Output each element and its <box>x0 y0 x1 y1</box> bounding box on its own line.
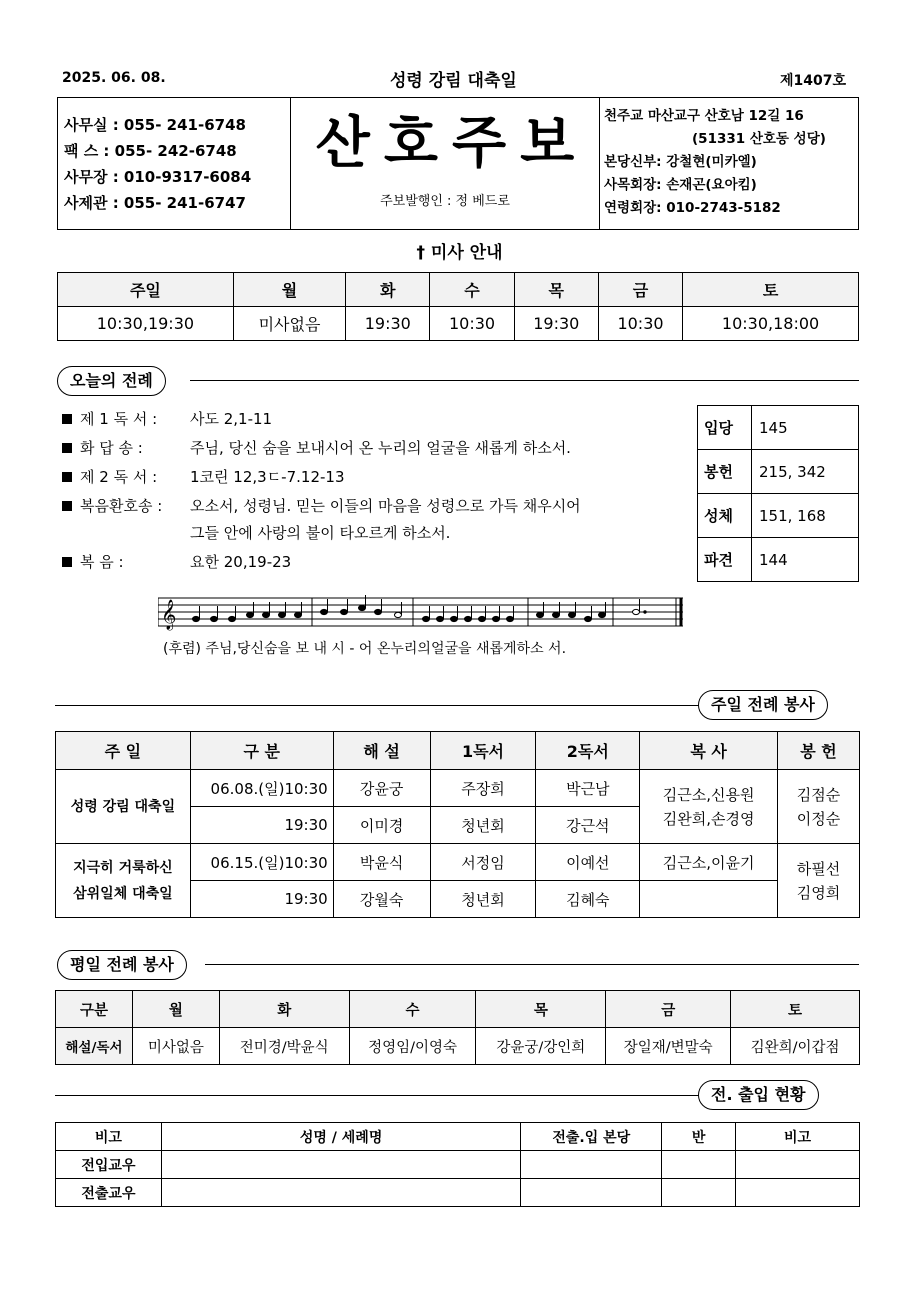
time-cell: 10:30,18:00 <box>683 307 859 341</box>
council-president: 사목회장: 손재곤(요아킴) <box>604 177 757 193</box>
day-cell: 수 <box>430 273 514 307</box>
reading-row <box>62 492 682 521</box>
commentator: 이미경 <box>333 807 430 844</box>
memorial-president: 연령회장: 010-2743-5182 <box>604 200 781 216</box>
empty-cell <box>736 1151 860 1179</box>
reading-text: 오소서, 성령님. 믿는 이들의 마음을 성령으로 가득 채우시어 <box>190 497 581 515</box>
bulletin-title: 산호주보 <box>315 110 589 176</box>
table-row <box>56 770 860 807</box>
header-cell: 1독서 <box>430 732 536 770</box>
reading-label: 화 답 송 : <box>80 439 143 457</box>
servers-line: 김근소,신용원 <box>662 785 755 804</box>
header-cell: 구 분 <box>190 732 333 770</box>
bulletin-date: 2025. 06. 08. <box>62 70 166 86</box>
header-cell: 비고 <box>736 1123 860 1151</box>
day-cell: 화 <box>346 273 430 307</box>
table-row <box>56 1028 860 1065</box>
table-row <box>56 844 860 881</box>
header-cell: 월 <box>132 991 219 1028</box>
transfer-section-title: 전. 출입 현황 <box>698 1080 819 1110</box>
first-reader: 청년회 <box>430 881 536 918</box>
hymn-row <box>698 406 859 450</box>
header-cell: 화 <box>219 991 349 1028</box>
row-label: 전입교우 <box>56 1151 162 1179</box>
empty-cell <box>161 1151 521 1179</box>
readings-list <box>62 405 682 577</box>
reading-row <box>62 548 682 577</box>
day-cell: 금 <box>598 273 682 307</box>
header-cell: 구분 <box>56 991 133 1028</box>
reading-text: 사도 2,1-11 <box>190 410 273 428</box>
header-cell: 해 설 <box>333 732 430 770</box>
table-row <box>56 1151 860 1179</box>
time-cell: 10:30,19:30 <box>58 307 234 341</box>
altar-servers: 김근소,이윤기 <box>640 844 778 881</box>
second-reader: 김혜숙 <box>536 881 640 918</box>
header-cell: 주 일 <box>56 732 191 770</box>
servers-line: 김완희,손경영 <box>662 809 755 828</box>
masthead <box>291 98 600 229</box>
hymn-row <box>698 538 859 582</box>
empty-cell <box>521 1179 662 1207</box>
weekday-service-table <box>55 990 860 1065</box>
transfer-table <box>55 1122 860 1207</box>
section-divider <box>190 380 859 381</box>
reading-label: 복음환호송 : <box>80 497 163 515</box>
weekday-cell: 정영임/이영숙 <box>349 1028 476 1065</box>
service-time: 06.15.(일)10:30 <box>190 844 333 881</box>
weekday-cell: 전미경/박윤식 <box>219 1028 349 1065</box>
contact-rectory: 사제관 : 055- 241-6747 <box>64 194 246 212</box>
contact-office: 사무실 : 055- 241-6748 <box>64 116 246 134</box>
header-cell: 전출.입 본당 <box>521 1123 662 1151</box>
offering-bearers <box>778 770 860 844</box>
reading-text: 1코린 12,3ㄷ-7.12-13 <box>190 468 345 486</box>
offering-line: 하필선 <box>796 859 841 878</box>
day-cell: 주일 <box>58 273 234 307</box>
liturgy-section-title: 오늘의 전례 <box>57 366 166 396</box>
header-cell: 반 <box>662 1123 736 1151</box>
day-cell: 목 <box>514 273 598 307</box>
section-divider <box>55 1095 700 1096</box>
day-cell: 토 <box>683 273 859 307</box>
reading-row <box>62 405 682 434</box>
header-cell: 2독서 <box>536 732 640 770</box>
time-cell: 19:30 <box>346 307 430 341</box>
header-cell: 수 <box>349 991 476 1028</box>
weekday-cell: 김완희/이갑점 <box>731 1028 860 1065</box>
header-cell: 봉 헌 <box>778 732 860 770</box>
parish-postcode: (51331 산호동 성당) <box>692 131 826 147</box>
empty-cell <box>736 1179 860 1207</box>
reading-text: 그들 안에 사랑의 불이 타오르게 하소서. <box>190 524 451 542</box>
row-label: 전출교우 <box>56 1179 162 1207</box>
hymn-number: 144 <box>752 538 859 582</box>
occasion-pentecost: 성령 강림 대축일 <box>56 770 191 844</box>
section-divider <box>205 964 859 965</box>
commentator: 강윤궁 <box>333 770 430 807</box>
hymn-label: 입당 <box>698 406 752 450</box>
header-cell: 목 <box>476 991 606 1028</box>
sunday-service-section-title: 주일 전례 봉사 <box>698 690 828 720</box>
refrain-music-staff <box>158 590 688 636</box>
weekday-header-row <box>56 991 860 1028</box>
hymn-label: 성체 <box>698 494 752 538</box>
reading-text: 요한 20,19-23 <box>190 553 292 571</box>
contact-fax: 팩 스 : 055- 242-6748 <box>64 142 237 160</box>
reading-label: 제 1 독 서 : <box>80 410 158 428</box>
occasion-line: 지극히 거룩하신 <box>73 859 173 876</box>
sunday-service-table <box>55 731 860 918</box>
header-cell: 복 사 <box>640 732 778 770</box>
first-reader: 서정임 <box>430 844 536 881</box>
parish-info <box>600 98 858 229</box>
weekday-cell: 장일재/변말숙 <box>606 1028 731 1065</box>
reading-row <box>62 463 682 492</box>
offering-line: 김점순 <box>796 785 841 804</box>
occasion-line: 삼위일체 대축일 <box>73 885 173 902</box>
treble-clef-icon: 𝄞 <box>161 600 177 630</box>
header-cell: 비고 <box>56 1123 162 1151</box>
reading-row <box>62 434 682 463</box>
hymn-label: 봉헌 <box>698 450 752 494</box>
time-cell: 미사없음 <box>233 307 345 341</box>
empty-cell <box>161 1179 521 1207</box>
parish-address: 천주교 마산교구 산호남 12길 16 <box>604 108 804 124</box>
mass-days-row <box>58 273 859 307</box>
reading-text: 주님, 당신 숨을 보내시어 온 누리의 얼굴을 새롭게 하소서. <box>190 439 571 457</box>
service-header-row <box>56 732 860 770</box>
commentator: 강월숙 <box>333 881 430 918</box>
table-row <box>56 1179 860 1207</box>
row-label: 해설/독서 <box>56 1028 133 1065</box>
weekday-cell: 미사없음 <box>132 1028 219 1065</box>
empty-cell <box>662 1151 736 1179</box>
feast-title: 성령 강림 대축일 <box>390 71 517 91</box>
empty-cell <box>662 1179 736 1207</box>
offering-bearers <box>778 844 860 918</box>
transfer-header-row <box>56 1123 860 1151</box>
second-reader: 박근남 <box>536 770 640 807</box>
offering-line: 이정순 <box>796 809 841 828</box>
parish-priest: 본당신부: 강철현(미카엘) <box>604 154 757 170</box>
service-time: 06.08.(일)10:30 <box>190 770 333 807</box>
mass-section-title: † 미사 안내 <box>416 243 503 263</box>
time-cell: 10:30 <box>430 307 514 341</box>
offering-line: 김영희 <box>796 883 841 902</box>
hymn-table <box>697 405 859 582</box>
refrain-lyrics: (후렴) 주님,당신숨을 보 내 시 - 어 온누리의얼굴을 새롭게하소 서. <box>163 641 567 657</box>
altar-servers <box>640 770 778 844</box>
day-cell: 월 <box>233 273 345 307</box>
weekday-service-section-title: 평일 전례 봉사 <box>57 950 187 980</box>
hymn-number: 151, 168 <box>752 494 859 538</box>
header-cell: 금 <box>606 991 731 1028</box>
reading-row-continued <box>62 519 682 548</box>
service-time: 19:30 <box>190 881 333 918</box>
altar-servers-empty <box>640 881 778 918</box>
time-cell: 19:30 <box>514 307 598 341</box>
hymn-number: 215, 342 <box>752 450 859 494</box>
time-cell: 10:30 <box>598 307 682 341</box>
service-time: 19:30 <box>190 807 333 844</box>
issue-number: 제1407호 <box>780 73 847 89</box>
header-cell: 성명 / 세례명 <box>161 1123 521 1151</box>
mass-times-row <box>58 307 859 341</box>
section-divider <box>55 705 700 706</box>
bulletin-header <box>57 97 859 230</box>
contact-list <box>58 98 291 229</box>
hymn-row <box>698 450 859 494</box>
reading-label: 복 음 : <box>80 553 124 571</box>
commentator: 박윤식 <box>333 844 430 881</box>
occasion-trinity <box>56 844 191 918</box>
hymn-number: 145 <box>752 406 859 450</box>
publisher: 주보발행인 : 정 베드로 <box>380 194 510 209</box>
contact-secretary: 사무장 : 010-9317-6084 <box>64 168 252 186</box>
hymn-label: 파견 <box>698 538 752 582</box>
hymn-row <box>698 494 859 538</box>
first-reader: 주장희 <box>430 770 536 807</box>
reading-label: 제 2 독 서 : <box>80 468 158 486</box>
mass-schedule-table <box>57 272 859 341</box>
second-reader: 이예선 <box>536 844 640 881</box>
weekday-cell: 강윤궁/강인희 <box>476 1028 606 1065</box>
first-reader: 청년회 <box>430 807 536 844</box>
empty-cell <box>521 1151 662 1179</box>
header-cell: 토 <box>731 991 860 1028</box>
second-reader: 강근석 <box>536 807 640 844</box>
